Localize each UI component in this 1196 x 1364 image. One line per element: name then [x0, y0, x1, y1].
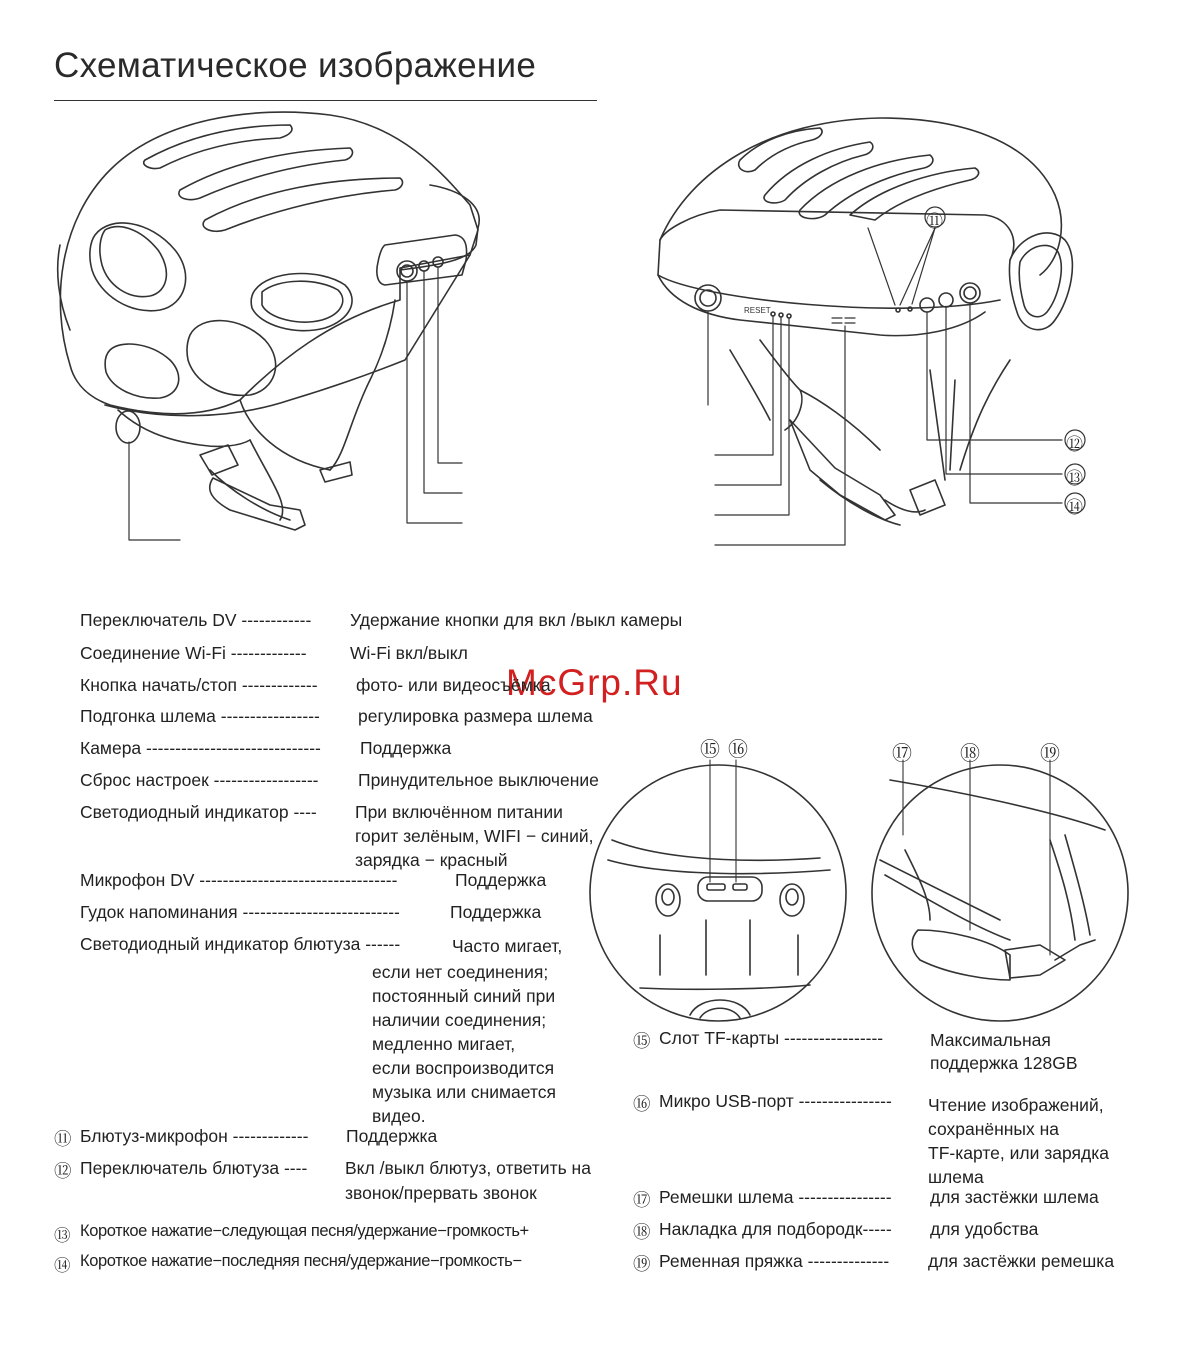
feature-desc-line: если воспроизводится	[372, 1058, 555, 1078]
numbered-item-desc-line: звонок/прервать звонок	[345, 1183, 537, 1203]
right-helmet-drawing	[658, 118, 1085, 545]
detail-circle-straps	[872, 760, 1128, 1021]
numbered-item-num: ⑭	[54, 1257, 71, 1275]
feature-name: Микрофон DV ----------------------------------	[80, 870, 398, 890]
numbered-item-desc-line: Чтение изображений,	[928, 1095, 1104, 1115]
callout-12: ⑫	[1066, 435, 1083, 454]
numbered-item-num: ⑰	[633, 1190, 651, 1210]
feature-desc-line: горит зелёным, WIFI − синий,	[355, 826, 594, 846]
feature-desc: Поддержка	[455, 870, 547, 890]
feature-name: Камера ------------------------------	[80, 738, 321, 758]
callout-16: ⑯	[728, 739, 748, 761]
numbered-item-num: ⑬	[54, 1227, 71, 1245]
feature-desc: регулировка размера шлема	[358, 706, 593, 726]
feature-name: Гудок напоминания ---------------------------	[80, 902, 400, 922]
left-helmet-drawing	[58, 112, 480, 540]
numbered-item-desc: Поддержка	[346, 1126, 438, 1146]
numbered-item-text: Блютуз-микрофон -------------	[80, 1126, 309, 1146]
feature-desc: фото- или видеосъёмка	[356, 675, 551, 695]
numbered-item-desc-line: поддержка 128GB	[930, 1053, 1078, 1073]
feature-desc: Удержание кнопки для вкл /выкл камеры	[350, 610, 683, 630]
feature-desc-line: зарядка − красный	[355, 850, 508, 870]
callout-19: ⑲	[1040, 743, 1060, 765]
feature-name: Светодиодный индикатор блютуза ------	[80, 934, 401, 954]
feature-desc: Принудительное выключение	[358, 770, 599, 790]
numbered-item-text: Накладка для подбородк-----	[659, 1219, 892, 1239]
feature-desc-line: если нет соединения;	[372, 962, 549, 982]
numbered-item-text: Микро USB-порт ----------------	[659, 1091, 892, 1111]
feature-desc-line: видео.	[372, 1106, 426, 1126]
numbered-item-desc-line: шлема	[928, 1167, 984, 1187]
numbered-item-text: Ремешки шлема ----------------	[659, 1187, 892, 1207]
numbered-item-num: ⑱	[633, 1222, 651, 1242]
feature-name: Сброс настроек ------------------	[80, 770, 319, 790]
numbered-item-num: ⑯	[633, 1094, 651, 1114]
callout-11: ⑪	[926, 212, 943, 231]
callout-13: ⑬	[1066, 469, 1083, 488]
feature-desc-line: наличии соединения;	[372, 1010, 547, 1030]
watermark: McGrp.Ru	[506, 662, 683, 703]
reset-label: RESET	[744, 306, 771, 315]
numbered-item-text: Переключатель блютуза ----	[80, 1158, 308, 1178]
callout-18: ⑱	[960, 743, 980, 765]
page-title: Схематическое изображение	[54, 46, 537, 85]
callout-17: ⑰	[892, 743, 912, 765]
callout-15: ⑮	[700, 739, 720, 761]
feature-name: Подгонка шлема -----------------	[80, 706, 320, 726]
numbered-item-num: ⑪	[54, 1129, 72, 1149]
numbered-item-text: Слот TF-карты -----------------	[659, 1028, 884, 1048]
feature-name: Соединение Wi-Fi -------------	[80, 643, 307, 663]
numbered-item-desc: для застёжки ремешка	[928, 1251, 1115, 1271]
feature-desc-line: постоянный синий при	[372, 986, 556, 1006]
feature-desc-line: медленно мигает,	[372, 1034, 516, 1054]
detail-circle-tf-usb	[590, 760, 846, 1021]
numbered-item-num: ⑫	[54, 1161, 72, 1181]
numbered-item-text: Ременная пряжка --------------	[659, 1251, 890, 1271]
numbered-item-text: Короткое нажатие−последняя песня/удержание−громкость−	[80, 1252, 522, 1270]
numbered-item-desc: для удобства	[930, 1219, 1039, 1239]
numbered-item-desc-line: Вкл /выкл блютуз, ответить на	[345, 1158, 591, 1178]
feature-desc-line: При включённом питании	[355, 802, 563, 822]
feature-name: Переключатель DV ------------	[80, 610, 312, 630]
feature-name: Светодиодный индикатор ----	[80, 802, 317, 822]
numbered-item-desc-line: сохранённых на	[928, 1119, 1060, 1139]
feature-desc: Wi-Fi вкл/выкл	[350, 643, 468, 663]
numbered-item-num: ⑮	[633, 1031, 651, 1051]
feature-desc-line: Часто мигает,	[452, 936, 563, 956]
numbered-item-num: ⑲	[633, 1254, 651, 1274]
feature-desc-line: музыка или снимается	[372, 1082, 556, 1102]
feature-desc: Поддержка	[450, 902, 542, 922]
feature-name: Кнопка начать/стоп -------------	[80, 675, 318, 695]
numbered-item-desc-line: Максимальная	[930, 1030, 1051, 1050]
numbered-item-desc: для застёжки шлема	[930, 1187, 1099, 1207]
callout-14: ⑭	[1066, 498, 1083, 517]
numbered-item-desc-line: TF-карте, или зарядка	[928, 1143, 1109, 1163]
numbered-item-text: Короткое нажатие−следующая песня/удержание−громкость+	[80, 1222, 529, 1240]
feature-desc: Поддержка	[360, 738, 452, 758]
